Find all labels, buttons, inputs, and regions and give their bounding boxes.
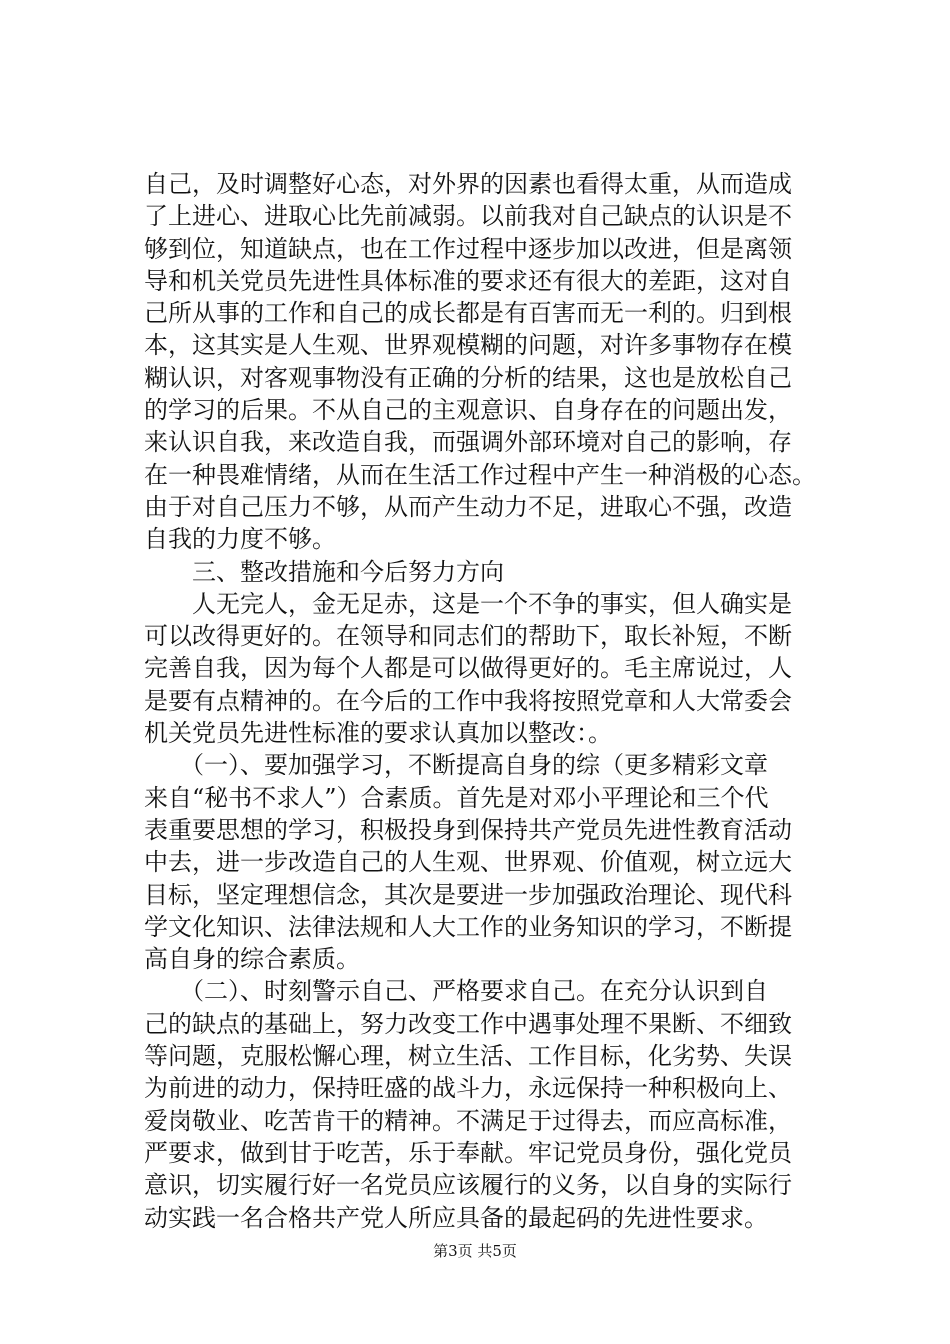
- text-line: 高自身的综合素质。: [144, 945, 360, 974]
- text-line: 等问题，克服松懈心理，树立生活、工作目标，化劣势、失误: [144, 1042, 792, 1071]
- text-line: （二）、时刻警示自己、严格要求自己。在充分认识到自: [144, 977, 768, 1006]
- text-line: 学文化知识、法律法规和人大工作的业务知识的学习，不断提: [144, 912, 792, 941]
- text-line: 表重要思想的学习，积极投身到保持共产党员先进性教育活动: [144, 815, 792, 844]
- text-line: 完善自我，因为每个人都是可以做得更好的。毛主席说过，人: [144, 654, 792, 683]
- text-line: 自我的力度不够。: [144, 525, 336, 554]
- text-line: 了上进心、进取心比先前减弱。以前我对自己缺点的认识是不: [144, 202, 792, 231]
- text-line: 机关党员先进性标准的要求认真加以整改：。: [144, 719, 612, 748]
- text-line: 本，这其实是人生观、世界观模糊的问题，对许多事物存在模: [144, 331, 792, 360]
- text-line: 三、整改措施和今后努力方向: [144, 557, 504, 586]
- text-line: 动实践一名合格共产党人所应具备的最起码的先进性要求。: [144, 1203, 768, 1232]
- text-line: 来认识自我，来改造自我，而强调外部环境对自己的影响，存: [144, 428, 792, 457]
- text-line: 导和机关党员先进性具体标准的要求还有很大的差距，这对自: [144, 266, 792, 295]
- text-line: 糊认识，对客观事物没有正确的分析的结果，这也是放松自己: [144, 363, 792, 392]
- text-line: 够到位，知道缺点，也在工作过程中逐步加以改进，但是离领: [144, 234, 792, 263]
- text-line: 己的缺点的基础上，努力改变工作中遇事处理不果断、不细致: [144, 1009, 792, 1038]
- text-line: 目标，坚定理想信念，其次是要进一步加强政治理论、现代科: [144, 880, 792, 909]
- page-footer: 第3页 共5页: [433, 1242, 517, 1260]
- text-line: 爱岗敬业、吃苦肯干的精神。不满足于过得去，而应高标准，: [144, 1106, 792, 1135]
- body-text: [144, 168, 844, 1234]
- text-line: 意识，切实履行好一名党员应该履行的义务，以自身的实际行: [144, 1171, 792, 1200]
- text-line: （一）、要加强学习，不断提高自身的综（更多精彩文章: [144, 751, 768, 780]
- text-line: 在一种畏难情绪，从而在生活工作过程中产生一种消极的心态。: [144, 460, 816, 489]
- text-line: 由于对自己压力不够，从而产生动力不足，进取心不强，改造: [144, 492, 792, 521]
- text-line: 中去，进一步改造自己的人生观、世界观、价值观，树立远大: [144, 848, 792, 877]
- text-line: 的学习的后果。不从自己的主观意识、自身存在的问题出发，: [144, 396, 792, 425]
- text-line: 自己，及时调整好心态，对外界的因素也看得太重，从而造成: [144, 170, 792, 198]
- text-line: 己所从事的工作和自己的成长都是有百害而无一利的。归到根: [144, 299, 792, 328]
- text-line: 人无完人，金无足赤，这是一个不争的事实，但人确实是: [144, 589, 792, 618]
- text-line: 可以改得更好的。在领导和同志们的帮助下，取长补短，不断: [144, 622, 792, 651]
- text-line: 严要求，做到甘于吃苦，乐于奉献。牢记党员身份，强化党员: [144, 1138, 792, 1167]
- text-line: 来自“秘书不求人”）合素质。首先是对邓小平理论和三个代: [144, 783, 769, 812]
- text-line: 为前进的动力，保持旺盛的战斗力，永远保持一种积极向上、: [144, 1074, 792, 1103]
- text-line: 是要有点精神的。在今后的工作中我将按照党章和人大常委会: [144, 686, 792, 715]
